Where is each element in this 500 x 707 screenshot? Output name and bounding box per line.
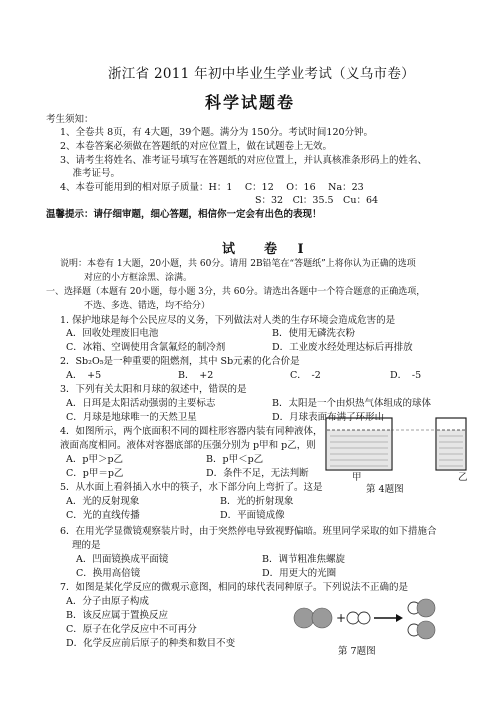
q7-option-d: D．化学反应前后原子的种类和数目不变 bbox=[66, 638, 236, 649]
q1-stem: 1. 保护地球是每个公民应尽的义务，下列做法对人类的生存环境会造成危害的是 bbox=[60, 315, 396, 326]
q5-option-c: C．光的直线传播 bbox=[66, 510, 140, 521]
q5-option-d: D．平面镜成像 bbox=[220, 510, 285, 521]
figure-4-label-yi: 乙 bbox=[458, 472, 468, 483]
choice-heading-1: 一、选择题（本题有 20小题，每小题 3分，共 60分。请选出各题中一个符合题意的正确选项， bbox=[46, 287, 426, 297]
q3-option-b: B．太阳是一个由炽热气体组成的球体 bbox=[272, 398, 431, 409]
q1-option-b: B．使用无磷洗衣粉 bbox=[272, 328, 355, 339]
choice-heading-2: 不选、多选、错选，均不给分） bbox=[84, 301, 211, 311]
svg-text:+: + bbox=[336, 611, 347, 625]
q4-stem-1: 4．如图所示，两个底面积不同的圆柱形容器内装有同种液体， bbox=[60, 426, 323, 437]
tip-text: 温馨提示：请仔细审题，细心答题，相信你一定会有出色的表现！ bbox=[46, 209, 322, 220]
q1-option-c: C．冰箱、空调使用含氯氟烃的制冷剂 bbox=[66, 342, 226, 353]
exam-subtitle: 科学试题卷 bbox=[205, 93, 296, 112]
note-item-2: 2、本卷答案必须做在答题纸的对应位置上，做在试题卷上无效。 bbox=[60, 141, 333, 152]
q4-stem-2: 液面高度相同。液体对容器底部的压强分别为 p甲和 p乙，则 bbox=[60, 440, 316, 451]
note-item-3-cont: 准考证号。 bbox=[60, 168, 121, 179]
q4-option-c: C．p甲＝p乙 bbox=[66, 468, 124, 479]
exam-title: 浙江省 2011 年初中毕业生学业考试（义乌市卷） bbox=[108, 66, 415, 82]
q2-option-c: C． -2 bbox=[290, 370, 321, 381]
q3-option-c: C．月球是地球唯一的天然卫星 bbox=[66, 412, 197, 423]
q7-option-c: C．原子在化学反应中不可再分 bbox=[66, 624, 197, 635]
q6-stem-1: 6．在用光学显微镜观察装片时，由于突然停电导致视野偏暗。班里同学采取的如下措施合 bbox=[60, 526, 437, 537]
section-title: 试 卷 Ⅰ bbox=[222, 242, 312, 257]
q4-option-a: A．p甲＞p乙 bbox=[66, 454, 124, 465]
figure-7-caption: 第 7题图 bbox=[338, 646, 376, 657]
q6-option-c: C．换用高倍镜 bbox=[76, 568, 141, 579]
q5-option-b: B．光的折射现象 bbox=[220, 496, 294, 507]
q3-option-a: A．日珥是太阳活动强弱的主要标志 bbox=[66, 398, 216, 409]
note-item-4-masses: S：32 Cl：35.5 Cu：64 bbox=[255, 195, 379, 206]
notes-heading: 考生须知： bbox=[46, 114, 94, 125]
q3-option-d: D．月球表面布满了环形山 bbox=[272, 412, 385, 423]
figure-4-caption: 第 4题图 bbox=[366, 484, 404, 495]
q6-option-a: A．凹面镜换成平面镜 bbox=[76, 554, 169, 565]
q7-option-a: A．分子由原子构成 bbox=[66, 596, 149, 607]
figure-4-containers bbox=[318, 408, 478, 478]
q4-option-d: D．条件不足，无法判断 bbox=[206, 468, 309, 479]
note-item-3: 3、请考生将姓名、准考证号填写在答题纸的对应位置上，并认真核准条形码上的姓名、 bbox=[60, 155, 428, 166]
q2-option-a: A． +5 bbox=[66, 370, 102, 381]
section-note-1: 说明：本卷有 1大题，20小题，共 60分。请用 2B铅笔在“答题纸”上将你认为正确的选项 bbox=[60, 259, 416, 269]
q7-option-b: B．该反应属于置换反应 bbox=[66, 610, 168, 621]
q7-stem: 7．如图是某化学反应的微观示意图，相同的球代表同种原子。下列说法不正确的是 bbox=[60, 582, 409, 593]
q6-stem-2: 理的是 bbox=[72, 540, 101, 551]
figure-7-reaction-diagram bbox=[290, 596, 450, 646]
q2-stem: 2．Sb₂O₅是一种重要的阻燃剂，其中 Sb元素的化合价是 bbox=[60, 356, 300, 367]
section-note-2: 对应的小方框涂黑、涂满。 bbox=[84, 273, 193, 283]
q5-option-a: A．光的反射现象 bbox=[66, 496, 140, 507]
q6-option-b: B．调节粗准焦螺旋 bbox=[262, 554, 345, 565]
q4-option-b: B．p甲＜p乙 bbox=[206, 454, 264, 465]
q1-option-d: D．工业废水经处理达标后再排放 bbox=[272, 342, 413, 353]
note-item-4: 4、本卷可能用到的相对原子质量：H：1 C：12 O：16 Na：23 bbox=[60, 182, 364, 193]
q3-stem: 3．下列有关太阳和月球的叙述中，错误的是 bbox=[60, 384, 247, 395]
note-item-1: 1、全卷共 8页，有 4大题，39个题。满分为 150分。考试时间120分钟。 bbox=[60, 127, 374, 138]
q2-option-d: D． -5 bbox=[390, 370, 422, 381]
q2-option-b: B． +2 bbox=[178, 370, 214, 381]
q6-option-d: D．用更大的光圈 bbox=[262, 568, 337, 579]
figure-4-label-jia: 甲 bbox=[352, 472, 362, 483]
q1-option-a: A．回收处理废旧电池 bbox=[66, 328, 159, 339]
q5-stem: 5．从水面上看斜插入水中的筷子，水下部分向上弯折了。这是 bbox=[60, 482, 323, 493]
